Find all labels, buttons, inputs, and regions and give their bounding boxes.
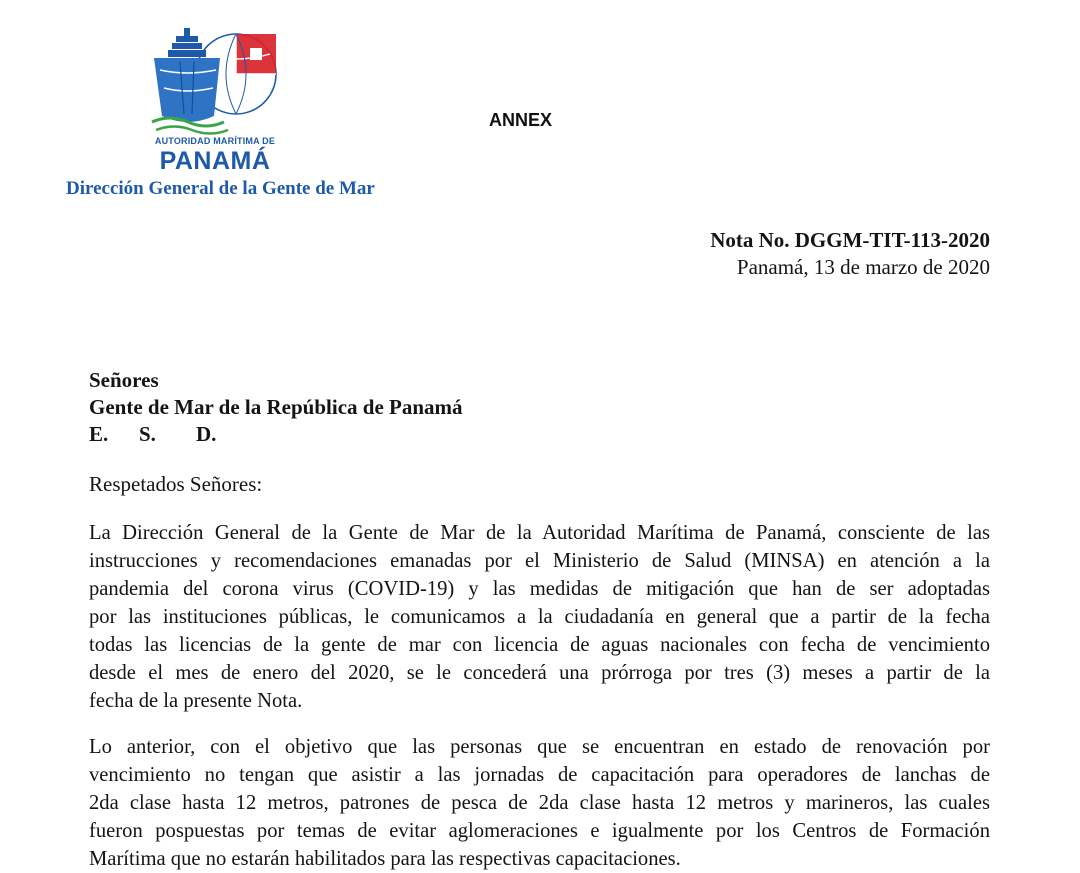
addressee-line-2: Gente de Mar de la República de Panamá: [89, 395, 463, 419]
note-date: Panamá, 13 de marzo de 2020: [736, 255, 990, 279]
note-number: Nota No. DGGM-TIT-113-2020: [710, 228, 990, 252]
paragraph-line: Lo anterior, con el objetivo que las personas que se encuentran en estado de renovación por: [89, 736, 990, 758]
paragraph-line: vencimiento no tengan que asistir a las jornadas de capacitación para operadores de lanchas de: [89, 764, 990, 786]
note-reference: [710, 227, 990, 281]
annex-label: ANNEX: [489, 110, 553, 130]
esd-d: D.: [196, 422, 217, 446]
org-name-small: AUTORIDAD MARÍTIMA DE: [154, 136, 276, 146]
paragraph-line: pandemia del corona virus (COVID-19) y las medidas de mitigación que han de ser adoptadas: [89, 578, 990, 600]
paragraph-line: instrucciones y recomendaciones emanadas por el Ministerio de Salud (MINSA) en atención a la: [89, 550, 990, 572]
salutation: Respetados Señores:: [89, 472, 263, 496]
paragraph-line: desde el mes de enero del 2020, se le concederá una prórroga por tres (3) meses a partir de la: [89, 662, 990, 684]
paragraph-line: Marítima que no estarán habilitados para las respectivas capacitaciones.: [89, 848, 681, 870]
paragraph-line: todas las licencias de la gente de mar con licencia de aguas nacionales con fecha de vencimiento: [89, 634, 990, 656]
maritime-authority-emblem-icon: [150, 26, 282, 138]
org-name-panama: PANAMÁ: [159, 147, 271, 175]
paragraph-line: por las instituciones públicas, le comunicamos a la ciudadanía en general que a partir de la fecha: [89, 606, 990, 628]
paragraph-line: La Dirección General de la Gente de Mar de la Autoridad Marítima de Panamá, consciente de las: [89, 522, 990, 544]
esd-s: S.: [139, 422, 156, 446]
paragraph-line: fecha de la presente Nota.: [89, 690, 303, 712]
addressee-line-1: Señores: [89, 368, 159, 392]
addressee-esd: [89, 421, 463, 448]
paragraph-line: 2da clase hasta 12 metros, patrones de pesca de 2da clase hasta 12 metros y marineros, las cuales: [89, 792, 990, 814]
body-paragraph-1: [89, 519, 990, 715]
body-paragraph-2: [89, 733, 990, 873]
org-directorate: Dirección General de la Gente de Mar: [66, 178, 375, 199]
letterhead-logo: [66, 26, 416, 202]
esd-e: E.: [89, 422, 109, 446]
paragraph-line: fueron pospuestas por temas de evitar aglomeraciones e igualmente por los Centros de Formación: [89, 820, 990, 842]
addressee-block: [89, 367, 463, 448]
